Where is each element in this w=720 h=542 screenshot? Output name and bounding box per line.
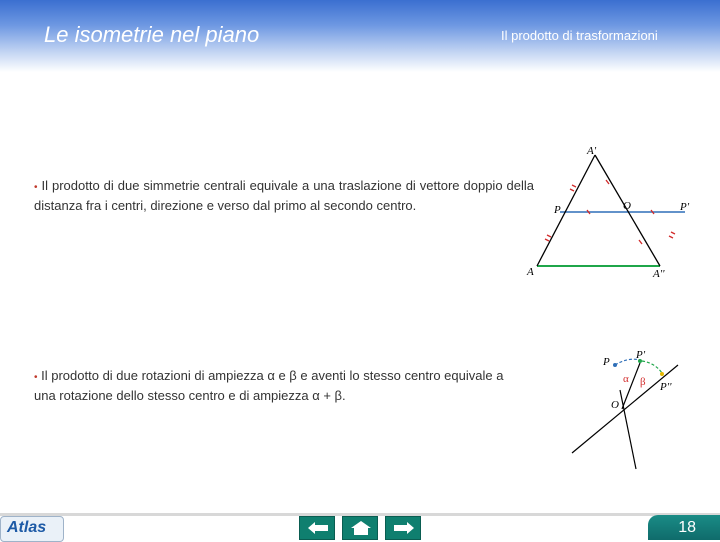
arc-P-prime-P-double (642, 361, 662, 373)
label-P-prime: P' (680, 201, 690, 213)
page-title: Le isometrie nel piano (44, 22, 260, 47)
label-A-double: A'' (653, 268, 665, 280)
header-bar (0, 0, 720, 72)
rotations-figure (560, 335, 690, 475)
bullet-marker: • (34, 372, 38, 383)
next-button[interactable] (385, 516, 421, 540)
point-P-double (660, 372, 664, 376)
label-O: O (623, 200, 631, 212)
bullet-marker: • (34, 182, 38, 193)
label-A-prime: A' (587, 145, 597, 157)
label-beta: β (640, 376, 646, 388)
page-number-badge (648, 515, 720, 540)
label-A: A (527, 266, 534, 278)
bullet-text: Il prodotto di due rotazioni di ampiezza α e β e aventi lo stesso centro equivale a una rotazione dello stesso centro e di ampiezza α + β. (34, 368, 504, 403)
bullet-central-symmetries (34, 177, 534, 215)
next-arrow-icon (392, 520, 416, 536)
label-P: P (603, 356, 610, 368)
label-P-double: P'' (660, 381, 672, 393)
bullet-rotations (34, 367, 526, 405)
label-O: O (611, 399, 619, 411)
bullet-text: Il prodotto di due simmetrie centrali equivale a una traslazione di vettore doppio della distanza fra i centri, direzione e verso dal primo al secondo centro. (34, 178, 534, 213)
label-P: P (554, 204, 561, 216)
central-symmetries-figure (520, 140, 700, 280)
page-number: 18 (678, 519, 696, 536)
prev-button[interactable] (299, 516, 335, 540)
home-button[interactable] (342, 516, 378, 540)
page-subtitle: Il prodotto di trasformazioni (501, 28, 658, 43)
label-alpha: α (623, 373, 629, 385)
prev-arrow-icon (306, 520, 330, 536)
atlas-logo (0, 516, 64, 542)
logo-text: Atlas (7, 519, 47, 536)
home-icon (349, 520, 373, 536)
ray-O-P-prime (622, 363, 640, 409)
segment-A-prime-A (537, 155, 595, 266)
label-P-prime: P' (636, 349, 646, 361)
point-P (613, 363, 617, 367)
